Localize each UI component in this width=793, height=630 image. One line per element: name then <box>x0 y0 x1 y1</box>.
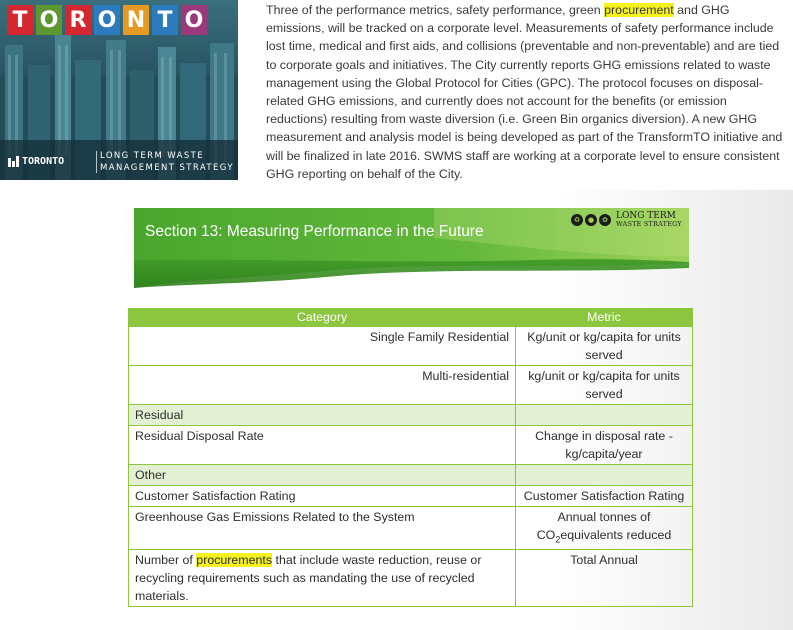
caption-divider <box>96 151 97 173</box>
letter-tile: O <box>36 5 62 35</box>
flower-icon: ✿ <box>599 214 611 226</box>
table-row <box>129 327 693 366</box>
category-text: that include waste reduction, reuse or recycling requirements such as mandating the use of recycled materials. <box>135 553 482 604</box>
subscript-2: 2 <box>555 534 561 545</box>
table-row <box>129 550 693 607</box>
metric-cell: Kg/unit or kg/capita for units served <box>516 327 693 366</box>
section-label-cell: Other <box>129 465 516 486</box>
category-cell <box>129 550 516 607</box>
slide-title: Section 13: Measuring Performance in the Future <box>145 223 484 240</box>
category-cell: Customer Satisfaction Rating <box>129 486 516 507</box>
metric-cell: kg/unit or kg/capita for units served <box>516 366 693 405</box>
metric-cell: Total Annual <box>516 550 693 607</box>
column-header-metric: Metric <box>516 309 693 327</box>
compost-icon: ● <box>585 214 597 226</box>
caption-line-2: MANAGEMENT STRATEGY <box>100 163 234 173</box>
letter-tile: T <box>152 5 178 35</box>
paragraph-text-end: and GHG emissions, will be tracked on a corporate level. Measurements of safety performance include lost time, medical and first aids, and collisions (preventable and non-preventable) and are tied to corporate goals and initiatives. The City currently reports GHG emissions related to waste management using the Global Protocol for Cities (GPC). The protocol focuses on disposal-related GHG emissions, and currently does not account for the benefits (or emission reductions) resulting from waste diversion (i.e. Green Bin organics diversion). A new GHG measurement and analysis model is being developed as part of the TransformTO initiative and will be finalized in late 2016. SWMS staff are working at a corporate level to ensure consistent GHG reporting on behalf of the City. <box>266 3 783 181</box>
cover-image <box>0 0 238 180</box>
logo-line-2: WASTE STRATEGY <box>616 220 682 228</box>
cover-caption <box>100 150 234 174</box>
section-row <box>129 405 693 426</box>
letter-tile: O <box>181 5 207 35</box>
city-brand-text: TORONTO <box>22 155 65 167</box>
section-label-cell: Residual <box>129 405 516 426</box>
table-row <box>129 507 693 550</box>
city-hall-icon <box>8 155 19 167</box>
metric-text: Annual tonnes of CO <box>536 510 651 542</box>
category-cell: Single Family Residential <box>129 327 516 366</box>
metric-cell <box>516 465 693 486</box>
metric-cell: Change in disposal rate - kg/capita/year <box>516 426 693 465</box>
category-cell: Multi-residential <box>129 366 516 405</box>
metric-text: equivalents reduced <box>560 528 672 542</box>
search-highlight: procurement <box>604 3 674 17</box>
toronto-letter-tiles <box>7 5 207 35</box>
column-header-category: Category <box>129 309 516 327</box>
letter-tile: O <box>94 5 120 35</box>
category-cell: Residual Disposal Rate <box>129 426 516 465</box>
search-highlight: procurements <box>196 553 273 568</box>
letter-tile: T <box>7 5 33 35</box>
recycle-icon: ♻ <box>571 214 583 226</box>
long-term-waste-strategy-logo <box>571 212 682 228</box>
letter-tile: R <box>65 5 91 35</box>
letter-tile: N <box>123 5 149 35</box>
category-cell: Greenhouse Gas Emissions Related to the System <box>129 507 516 550</box>
caption-line-1: LONG TERM WASTE <box>100 151 204 161</box>
table-row <box>129 486 693 507</box>
section-row <box>129 465 693 486</box>
paragraph-text-start: Three of the performance metrics, safety performance, green <box>266 3 605 17</box>
city-of-toronto-logo <box>8 155 64 167</box>
table-row <box>129 366 693 405</box>
metric-cell: Customer Satisfaction Rating <box>516 486 693 507</box>
logo-wordmark <box>616 212 682 228</box>
body-paragraph <box>266 1 786 183</box>
table-row <box>129 426 693 465</box>
metric-cell <box>516 405 693 426</box>
category-text: Number of <box>135 553 197 568</box>
table-header-row <box>129 309 693 327</box>
logo-line-1: LONG TERM <box>616 211 676 221</box>
performance-metrics-table <box>128 308 693 607</box>
metric-cell <box>516 507 693 550</box>
